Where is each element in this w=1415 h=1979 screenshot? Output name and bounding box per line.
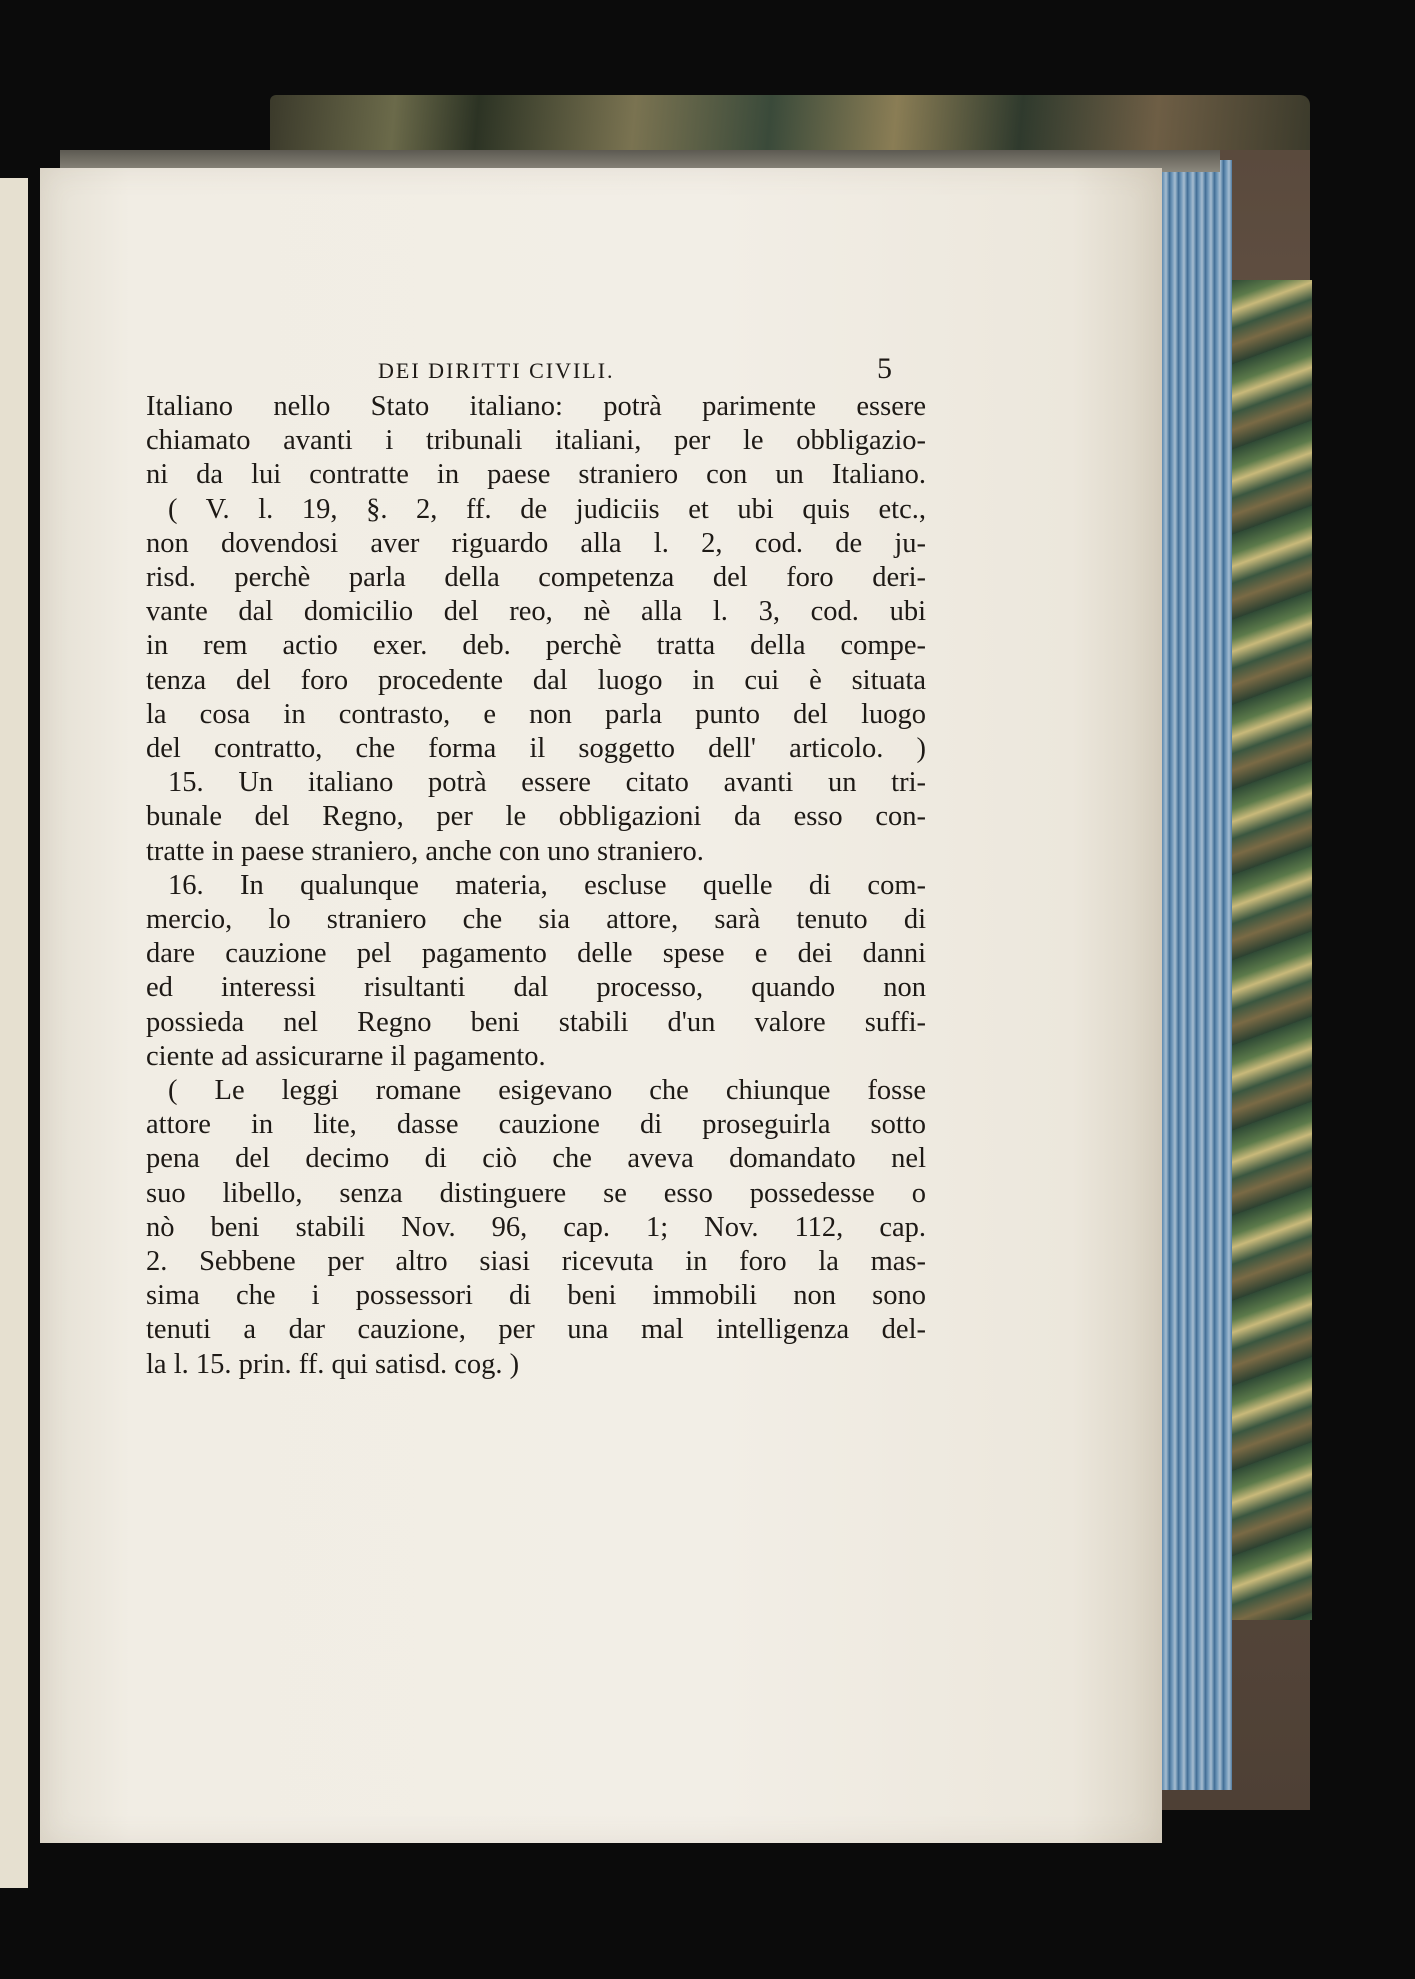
text-line: ( V. l. 19, §. 2, ff. de judiciis et ubi quis etc.,: [168, 493, 926, 525]
text-line: Italiano nello Stato italiano: potrà parimente essere: [146, 391, 926, 422]
running-head: [378, 352, 926, 386]
marbled-cover-right: [1230, 280, 1312, 1620]
text-line: chiamato avanti i tribunali italiani, per le obbligazio-: [146, 425, 926, 457]
text-line: suo libello, senza distinguere se esso possedesse o: [146, 1177, 926, 1209]
text-line: vante dal domicilio del reo, nè alla l. 3, cod. ubi: [146, 596, 926, 628]
text-line: attore in lite, dasse cauzione di proseguirla sotto: [146, 1109, 926, 1141]
text-line: 16. In qualunque materia, escluse quelle di com-: [168, 869, 926, 901]
text-line: tenuti a dar cauzione, per una mal intelligenza del-: [146, 1314, 926, 1346]
page-number: 5: [877, 352, 892, 385]
text-line: nò beni stabili Nov. 96, cap. 1; Nov. 112, cap.: [146, 1211, 926, 1243]
text-line: tenza del foro procedente dal luogo in cui è situata: [146, 664, 926, 696]
facing-page-edge: [0, 178, 28, 1888]
text-line: pena del decimo di ciò che aveva domandato nel: [146, 1143, 926, 1175]
text-line: del contratto, che forma il soggetto dell' articolo. ): [146, 733, 926, 765]
text-line: la l. 15. prin. ff. qui satisd. cog. ): [146, 1348, 520, 1380]
text-line: ciente ad assicurarne il pagamento.: [146, 1040, 546, 1072]
text-line: ed interessi risultanti dal processo, quando non: [146, 972, 926, 1004]
body-text: [146, 390, 926, 1382]
page-text: [146, 352, 926, 1382]
text-line: la cosa in contrasto, e non parla punto del luogo: [146, 698, 926, 730]
text-line: 2. Sebbene per altro siasi ricevuta in foro la mas-: [146, 1246, 926, 1278]
text-line: possieda nel Regno beni stabili d'un valore suffi-: [146, 1006, 926, 1038]
text-line: tratte in paese straniero, anche con uno straniero.: [146, 835, 704, 867]
text-line: non dovendosi aver riguardo alla l. 2, cod. de ju-: [146, 527, 926, 559]
text-line: ni da lui contratte in paese straniero con un Italiano.: [146, 459, 926, 491]
text-line: 15. Un italiano potrà essere citato avanti un tri-: [168, 767, 926, 799]
text-line: dare cauzione pel pagamento delle spese e dei danni: [146, 938, 926, 970]
text-line: ( Le leggi romane esigevano che chiunque fosse: [168, 1075, 926, 1107]
text-line: in rem actio exer. deb. perchè tratta della compe-: [146, 630, 926, 662]
text-line: mercio, lo straniero che sia attore, sarà tenuto di: [146, 904, 926, 936]
running-head-title: DEI DIRITTI CIVILI.: [378, 358, 615, 383]
text-line: bunale del Regno, per le obbligazioni da esso con-: [146, 801, 926, 833]
text-line: sima che i possessori di beni immobili non sono: [146, 1280, 926, 1312]
text-line: risd. perchè parla della competenza del foro deri-: [146, 562, 926, 594]
